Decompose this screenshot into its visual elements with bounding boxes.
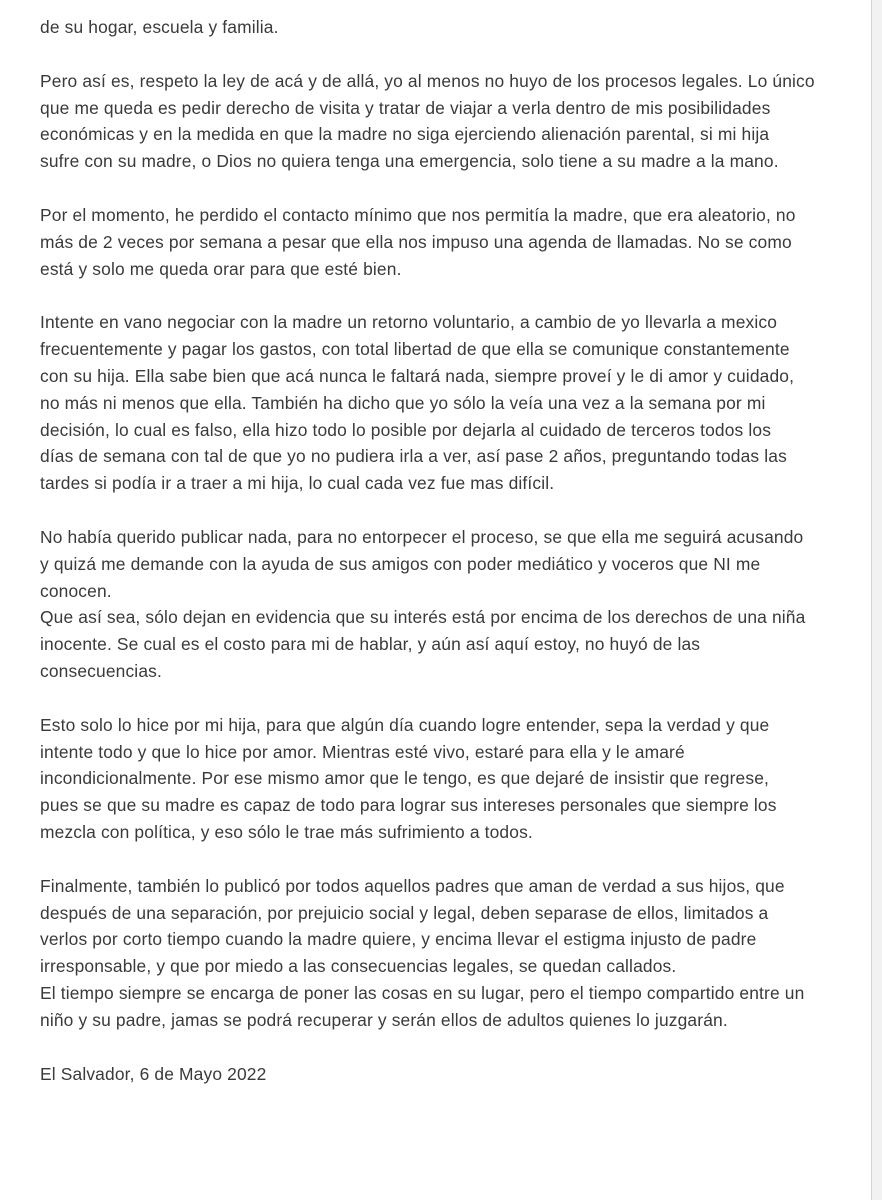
text-line: está y solo me queda orar para que esté bien. bbox=[40, 258, 402, 279]
text-line: no más ni menos que ella. También ha dicho que yo sólo la veía una vez a la semana por mi bbox=[40, 392, 766, 413]
text-line: pues se que su madre es capaz de todo para lograr sus intereses personales que siempre los bbox=[40, 795, 777, 816]
text-line: irresponsable, y que por miedo a las consecuencias legales, se quedan callados. bbox=[40, 956, 677, 977]
text-line: No había querido publicar nada, para no entorpecer el proceso, se que ella me seguirá acusando bbox=[40, 526, 804, 547]
text-line: Por el momento, he perdido el contacto mínimo que nos permitía la madre, que era aleatorio, no bbox=[40, 204, 796, 225]
letter-paragraph bbox=[40, 873, 846, 1034]
letter-paragraph bbox=[40, 309, 846, 497]
text-line: después de una separación, por prejuicio social y legal, deben separase de ellos, limitados a bbox=[40, 902, 769, 923]
letter-paragraph bbox=[40, 68, 846, 175]
page-edge-divider bbox=[871, 0, 882, 1200]
text-line: El tiempo siempre se encarga de poner las cosas en su lugar, pero el tiempo compartido entre un bbox=[40, 982, 805, 1003]
text-line: consecuencias. bbox=[40, 660, 162, 681]
letter-signoff bbox=[40, 1061, 846, 1088]
letter-body bbox=[40, 14, 846, 1114]
letter-paragraph bbox=[40, 14, 846, 41]
text-line: decisión, lo cual es falso, ella hizo todo lo posible por dejarla al cuidado de terceros todos los bbox=[40, 419, 772, 440]
text-line: Esto solo lo hice por mi hija, para que algún día cuando logre entender, sepa la verdad y que bbox=[40, 714, 770, 735]
text-line: Finalmente, también lo publicó por todos aquellos padres que aman de verdad a sus hijos, que bbox=[40, 875, 785, 896]
text-line: verlos por corto tiempo cuando la madre quiere, y encima llevar el estigma injusto de padre bbox=[40, 929, 757, 950]
text-line: intente todo y que lo hice por amor. Mientras esté vivo, estaré para ella y le amaré bbox=[40, 741, 685, 762]
text-line: niño y su padre, jamas se podrá recuperar y serán ellos de adultos quienes lo juzgarán. bbox=[40, 1009, 728, 1030]
text-line: Que así sea, sólo dejan en evidencia que su interés está por encima de los derechos de una niña bbox=[40, 607, 806, 628]
text-line: con su hija. Ella sabe bien que acá nunca le faltará nada, siempre proveí y le di amor y cuidado, bbox=[40, 365, 795, 386]
text-line: Intente en vano negociar con la madre un retorno voluntario, a cambio de yo llevarla a mexico bbox=[40, 312, 778, 333]
text-line: más de 2 veces por semana a pesar que ella nos impuso una agenda de llamadas. No se como bbox=[40, 231, 792, 252]
text-line: que me queda es pedir derecho de visita y tratar de viajar a verla dentro de mis posibilidades bbox=[40, 97, 771, 118]
text-line: conocen. bbox=[40, 580, 112, 601]
text-line: El Salvador, 6 de Mayo 2022 bbox=[40, 1063, 267, 1084]
text-line: mezcla con política, y eso sólo le trae más sufrimiento a todos. bbox=[40, 821, 533, 842]
text-line: sufre con su madre, o Dios no quiera tenga una emergencia, solo tiene a su madre a la mano. bbox=[40, 151, 779, 172]
text-line: frecuentemente y pagar los gastos, con total libertad de que ella se comunique constantemente bbox=[40, 339, 790, 360]
text-line: económicas y en la medida en que la madre no siga ejerciendo alienación parental, si mi hija bbox=[40, 124, 770, 145]
letter-paragraph bbox=[40, 712, 846, 846]
text-line: y quizá me demande con la ayuda de sus amigos con poder mediático y voceros que NI me bbox=[40, 553, 761, 574]
text-line: de su hogar, escuela y familia. bbox=[40, 17, 279, 37]
text-line: inocente. Se cual es el costo para mi de hablar, y aún así aquí estoy, no huyó de las bbox=[40, 634, 701, 655]
letter-paragraph bbox=[40, 202, 846, 282]
text-line: incondicionalmente. Por ese mismo amor que le tengo, es que dejaré de insistir que regrese, bbox=[40, 768, 769, 789]
text-line: tardes si podía ir a traer a mi hija, lo cual cada vez fue mas difícil. bbox=[40, 473, 555, 494]
text-line: Pero así es, respeto la ley de acá y de allá, yo al menos no huyo de los procesos legales. Lo único bbox=[40, 70, 815, 91]
text-line: días de semana con tal de que yo no pudiera irla a ver, así pase 2 años, preguntando todas las bbox=[40, 446, 787, 467]
letter-paragraph bbox=[40, 524, 846, 685]
